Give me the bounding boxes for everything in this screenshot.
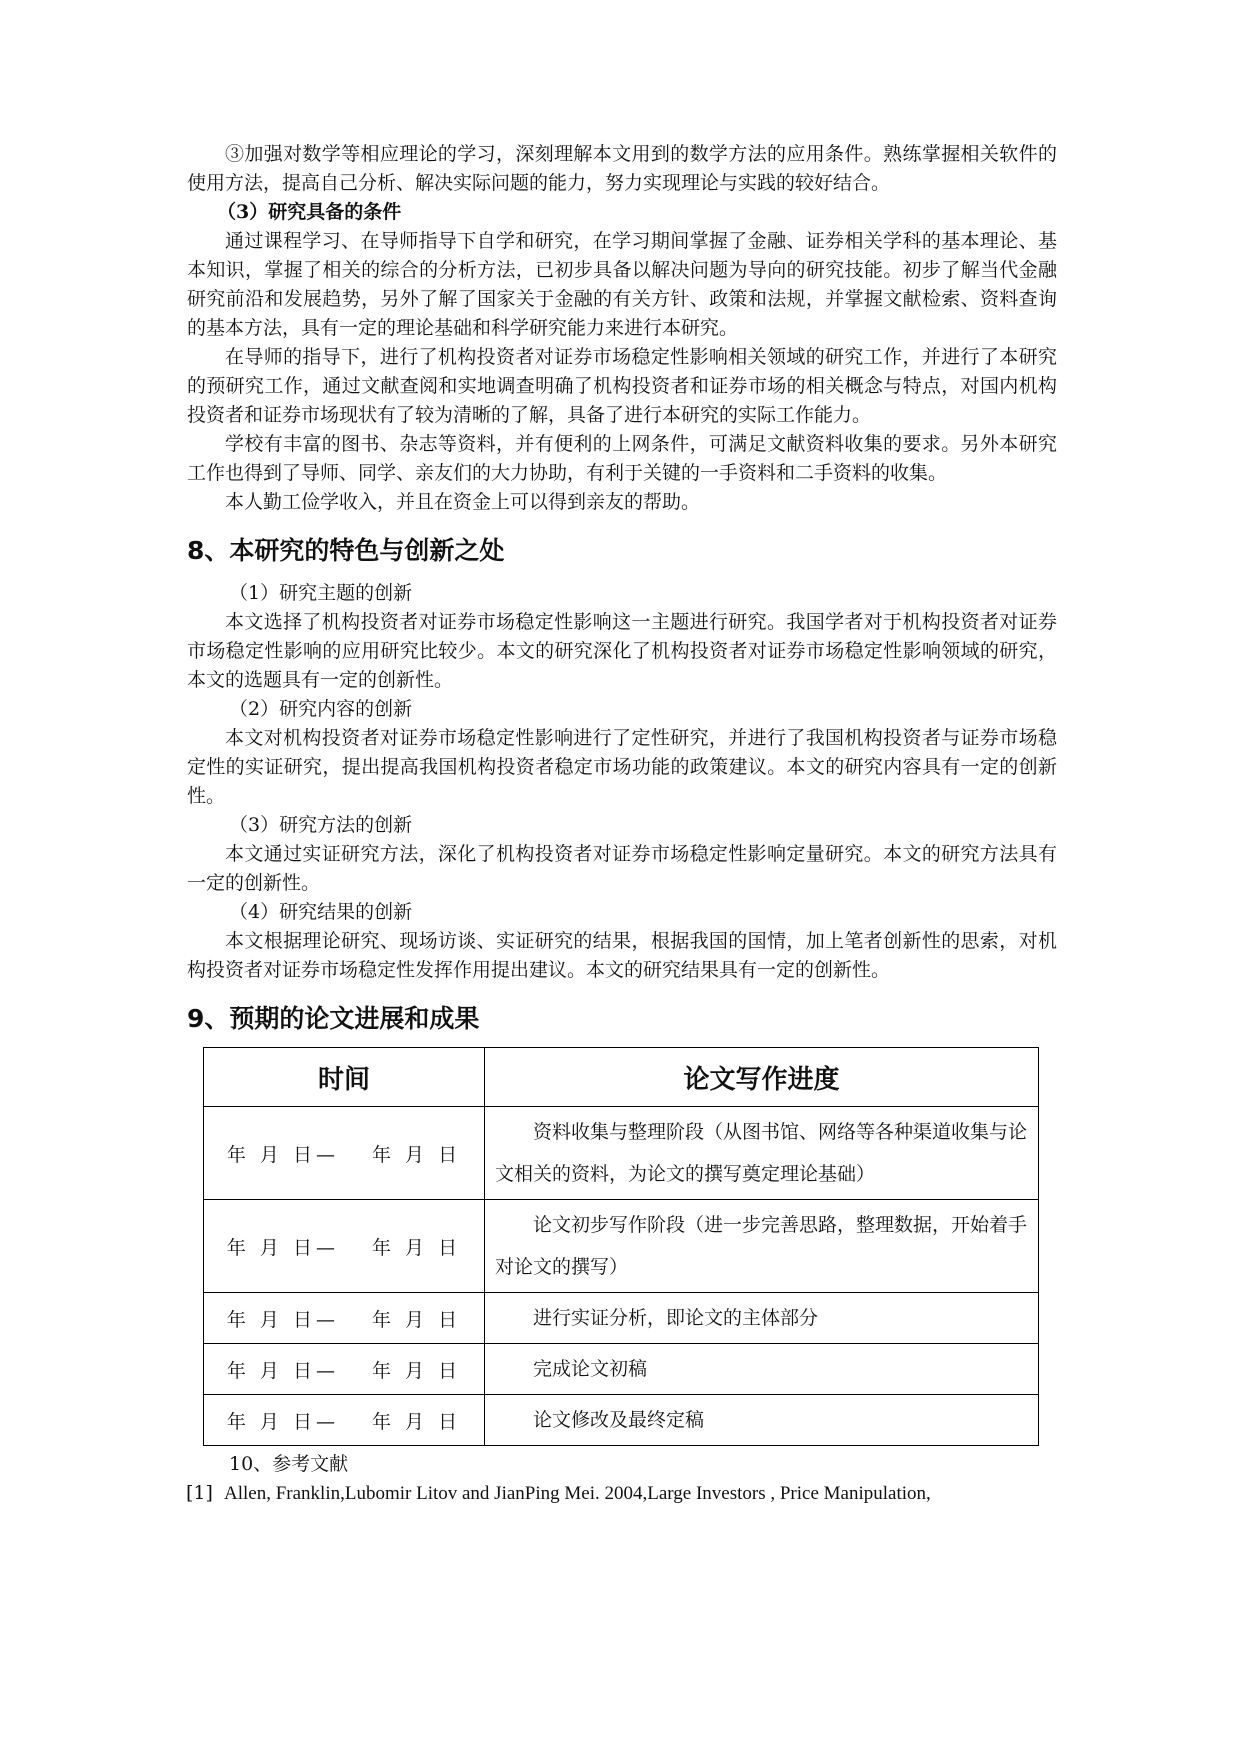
col-header-time: 时间	[204, 1048, 485, 1107]
conditions-paragraph: 本人勤工俭学收入，并且在资金上可以得到亲友的帮助。	[225, 491, 701, 513]
document-page	[187, 140, 1057, 1508]
innovation-title: （4）研究结果的创新	[229, 901, 413, 923]
time-cell: 年 月 日— 年 月 日	[204, 1344, 485, 1395]
innovation-title: （2）研究内容的创新	[229, 698, 413, 720]
innovation-title: （1）研究主题的创新	[229, 582, 413, 604]
section9-heading: 9、预期的论文进展和成果	[187, 1004, 480, 1033]
innovation-text: 本文根据理论研究、现场访谈、实证研究的结果，根据我国的国情，加上笔者创新性的思索，对机构投资者对证券市场稳定性发挥作用提出建议。本文的研究结果具有一定的创新性。	[187, 930, 1057, 981]
table-row	[204, 1293, 1039, 1344]
reference-item	[186, 1479, 1057, 1508]
innovation-text: 本文选择了机构投资者对证券市场稳定性影响这一主题进行研究。我国学者对于机构投资者对证券市场稳定性影响的应用研究比较少。本文的研究深化了机构投资者对证券市场稳定性影响领域的研究，本文的选题具有一定的创新性。	[187, 611, 1057, 691]
schedule-table	[203, 1047, 1039, 1446]
table-row	[204, 1107, 1039, 1200]
progress-cell: 完成论文初稿	[485, 1344, 1039, 1395]
table-header-row	[204, 1048, 1039, 1107]
table-row	[204, 1200, 1039, 1293]
references-heading: 10、参考文献	[229, 1453, 349, 1475]
innovation-text: 本文通过实证研究方法，深化了机构投资者对证券市场稳定性影响定量研究。本文的研究方法具有一定的创新性。	[187, 843, 1057, 894]
time-cell: 年 月 日— 年 月 日	[204, 1293, 485, 1344]
progress-cell: 论文初步写作阶段（进一步完善思路，整理数据，开始着手对论文的撰写）	[485, 1200, 1039, 1293]
intro-paragraph: ③加强对数学等相应理论的学习，深刻理解本文用到的数学方法的应用条件。熟练掌握相关软件的使用方法，提高自己分析、解决实际问题的能力，努力实现理论与实践的较好结合。	[187, 143, 1057, 194]
progress-cell: 进行实证分析，即论文的主体部分	[485, 1293, 1039, 1344]
progress-cell: 论文修改及最终定稿	[485, 1395, 1039, 1446]
innovation-title: （3）研究方法的创新	[229, 814, 413, 836]
reference-text: Allen, Franklin,Lubomir Litov and JianPing Mei. 2004,Large Investors , Price Manipulation,	[224, 1483, 931, 1504]
references	[187, 1450, 1057, 1508]
reference-number: [1]	[186, 1482, 213, 1504]
conditions-paragraph: 学校有丰富的图书、杂志等资料，并有便利的上网条件，可满足文献资料收集的要求。另外本研究工作也得到了导师、同学、亲友们的大力协助，有利于关键的一手资料和二手资料的收集。	[187, 433, 1057, 484]
progress-cell: 资料收集与整理阶段（从图书馆、网络等各种渠道收集与论文相关的资料，为论文的撰写奠定理论基础）	[485, 1107, 1039, 1200]
section8-heading: 8、本研究的特色与创新之处	[187, 536, 505, 565]
table-row	[204, 1344, 1039, 1395]
conditions-paragraph: 通过课程学习、在导师指导下自学和研究，在学习期间掌握了金融、证券相关学科的基本理论、基本知识，掌握了相关的综合的分析方法，已初步具备以解决问题为导向的研究技能。初步了解当代金融研究前沿和发展趋势，另外了解了国家关于金融的有关方针、政策和法规，并掌握文献检索、资料查询的基本方法，具有一定的理论基础和科学研究能力来进行本研究。	[187, 230, 1057, 339]
table-row	[204, 1395, 1039, 1446]
conditions-paragraph: 在导师的指导下，进行了机构投资者对证券市场稳定性影响相关领域的研究工作，并进行了本研究的预研究工作，通过文献查阅和实地调查明确了机构投资者和证券市场的相关概念与特点，对国内机构投资者和证券市场现状有了较为清晰的了解，具备了进行本研究的实际工作能力。	[187, 346, 1057, 426]
innovation-text: 本文对机构投资者对证券市场稳定性影响进行了定性研究，并进行了我国机构投资者与证券市场稳定性的实证研究，提出提高我国机构投资者稳定市场功能的政策建议。本文的研究内容具有一定的创新性。	[187, 727, 1057, 807]
col-header-progress: 论文写作进度	[485, 1048, 1039, 1107]
time-cell: 年 月 日— 年 月 日	[204, 1200, 485, 1293]
conditions-heading: （3）研究具备的条件	[217, 201, 402, 223]
time-cell: 年 月 日— 年 月 日	[204, 1107, 485, 1200]
time-cell: 年 月 日— 年 月 日	[204, 1395, 485, 1446]
